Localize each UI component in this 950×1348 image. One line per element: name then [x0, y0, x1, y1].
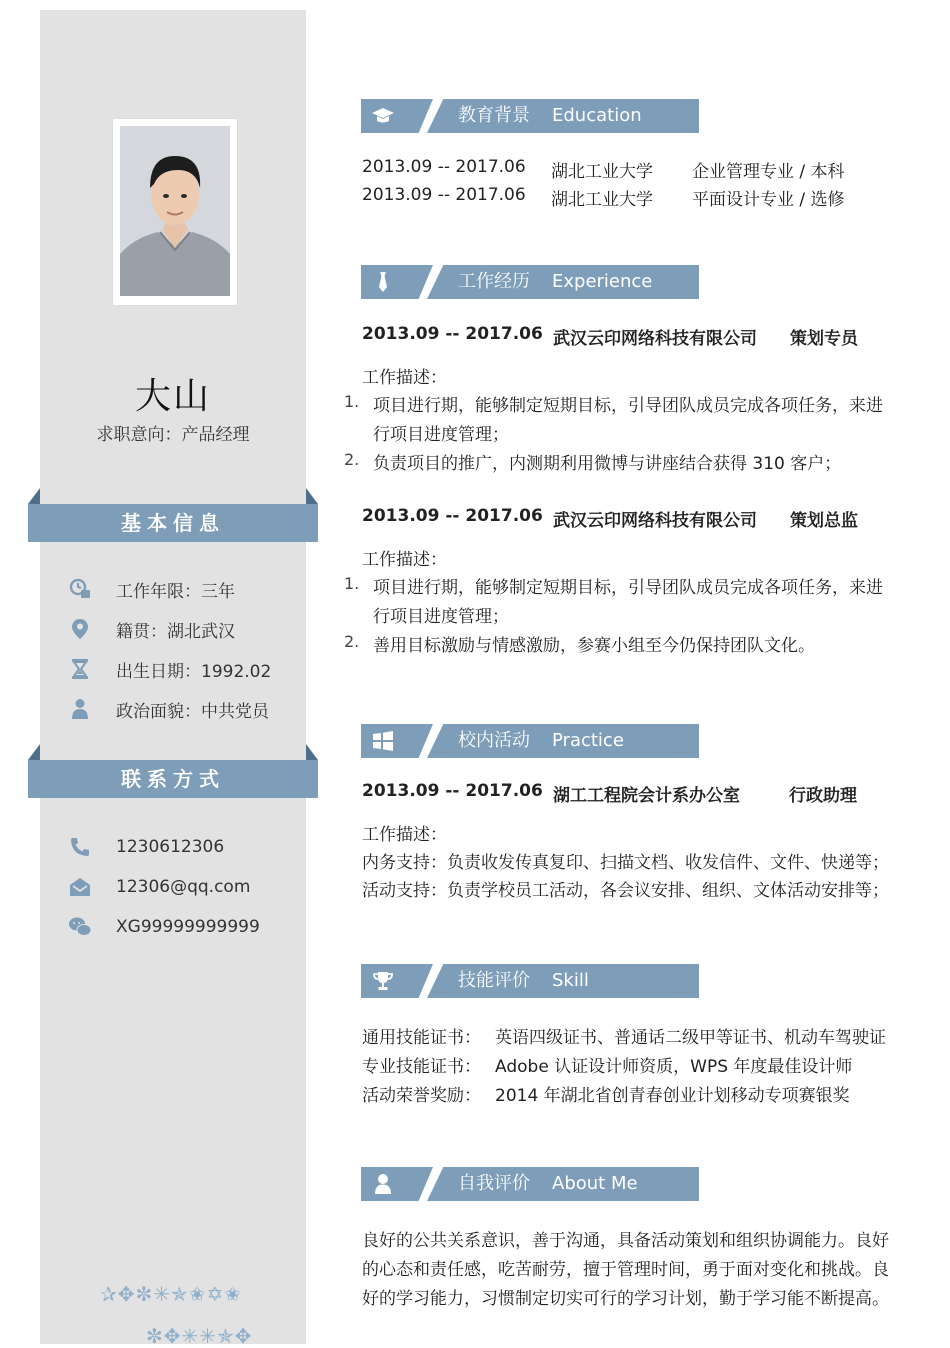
section-header-education: [361, 99, 699, 133]
contact-wechat: [68, 914, 260, 940]
profile-photo: [120, 126, 230, 296]
contact-wechat-text: XG99999999999: [116, 917, 260, 937]
about-line: 良好的公共关系意识，善于沟通，具备活动策划和组织协调能力。良好: [362, 1231, 889, 1251]
section-title-en: Education: [552, 105, 642, 126]
practice-period: 2013.09 -- 2017.06: [362, 781, 543, 801]
contact-phone: [68, 834, 224, 860]
practice-org: 湖工工程院会计系办公室: [553, 786, 740, 806]
basic-info-heading: 基本信息: [28, 504, 318, 542]
work-years-icon: [68, 577, 92, 601]
job-period: 2013.09 -- 2017.06: [362, 324, 543, 344]
list-number: 2.: [344, 450, 360, 469]
section-title-cn: 自我评价: [458, 1173, 530, 1194]
section-title-cn: 技能评价: [458, 970, 530, 991]
decorative-flourish-icon: ✼✥✳✳✯✥: [146, 1324, 253, 1348]
candidate-name: 大山: [134, 376, 211, 417]
info-hometown: [68, 616, 235, 642]
job-desc-item: 项目进行期，能够制定短期目标，引导团队成员完成各项任务，来进: [373, 396, 883, 416]
info-work-years-text: 工作年限：三年: [116, 581, 235, 602]
hourglass-icon: [68, 657, 92, 681]
section-title-cn: 校内活动: [458, 730, 530, 751]
info-birthdate: [68, 656, 271, 682]
practice-desc-line: 内务支持：负责收发传真复印、扫描文档、收发信件、文件、快递等；: [362, 853, 889, 873]
info-work-years: [68, 576, 235, 602]
windows-grid-icon: [371, 729, 395, 753]
job-desc-item-cont: 行项目进度管理；: [373, 607, 509, 627]
section-title-en: About Me: [552, 1173, 638, 1194]
education-school: 湖北工业大学: [551, 190, 653, 210]
section-title-en: Experience: [552, 271, 653, 292]
section-header-experience: [361, 265, 699, 299]
contact-heading: 联系方式: [28, 760, 318, 798]
skill-label: 活动荣誉奖励：: [362, 1086, 481, 1106]
skill-value: Adobe 认证设计师资质，WPS 年度最佳设计师: [495, 1057, 853, 1077]
list-number: 1.: [344, 574, 360, 593]
ribbon-fold-right: [306, 488, 318, 504]
info-birthdate-text: 出生日期：1992.02: [116, 661, 272, 682]
practice-role: 行政助理: [789, 786, 857, 806]
job-desc-label: 工作描述：: [362, 550, 447, 570]
skill-label: 通用技能证书：: [362, 1028, 481, 1048]
contact-email: [68, 874, 250, 900]
info-politics: [68, 696, 269, 722]
wechat-icon: [68, 915, 92, 939]
job-company: 武汉云印网络科技有限公司: [553, 329, 757, 349]
ribbon-fold-left: [28, 488, 40, 504]
job-period: 2013.09 -- 2017.06: [362, 506, 543, 526]
list-number: 2.: [344, 632, 360, 651]
section-title-en: Practice: [552, 730, 624, 751]
job-desc-label: 工作描述：: [362, 368, 447, 388]
job-desc-item-cont: 行项目进度管理；: [373, 425, 509, 445]
email-icon: [68, 875, 92, 899]
decorative-flourish-icon: ✰✥✼✳✯✬✡✬: [100, 1282, 243, 1306]
phone-icon: [68, 835, 92, 859]
education-school: 湖北工业大学: [551, 162, 653, 182]
list-number: 1.: [344, 392, 360, 411]
job-desc-item: 善用目标激励与情感激励，参赛小组至今仍保持团队文化。: [373, 636, 815, 656]
profile-photo-frame: [113, 119, 237, 305]
job-company: 武汉云印网络科技有限公司: [553, 511, 757, 531]
education-major: 平面设计专业 / 选修: [692, 190, 845, 210]
contact-phone-text: 1230612306: [116, 837, 225, 857]
section-header-about: [361, 1167, 699, 1201]
section-title-cn: 工作经历: [458, 271, 530, 292]
necktie-icon: [371, 270, 395, 294]
graduation-cap-icon: [371, 104, 395, 128]
about-line: 好的学习能力，习惯制定切实可行的学习计划，勤于学习能不断提高。: [362, 1289, 889, 1309]
practice-desc-line: 活动支持：负责学校员工活动，各会议安排、组织、文体活动安排等；: [362, 881, 889, 901]
section-title-en: Skill: [552, 970, 589, 991]
skill-value: 2014 年湖北省创青春创业计划移动专项赛银奖: [495, 1086, 850, 1106]
person-icon: [371, 1172, 395, 1196]
trophy-icon: [371, 969, 395, 993]
info-hometown-text: 籍贯：湖北武汉: [116, 621, 235, 642]
contact-email-text: 12306@qq.com: [116, 877, 251, 897]
section-header-practice: [361, 724, 699, 758]
section-title-cn: 教育背景: [458, 105, 530, 126]
ribbon-fold-right: [306, 744, 318, 760]
location-pin-icon: [68, 617, 92, 641]
section-header-skill: [361, 964, 699, 998]
job-desc-item: 项目进行期，能够制定短期目标，引导团队成员完成各项任务，来进: [373, 578, 883, 598]
job-desc-item: 负责项目的推广，内测期利用微博与讲座结合获得 310 客户；: [373, 454, 842, 474]
person-icon: [68, 697, 92, 721]
skill-value: 英语四级证书、普通话二级甲等证书、机动车驾驶证: [495, 1028, 886, 1048]
job-role: 策划专员: [790, 329, 858, 349]
education-period: 2013.09 -- 2017.06: [362, 157, 526, 177]
ribbon-fold-left: [28, 744, 40, 760]
education-period: 2013.09 -- 2017.06: [362, 185, 526, 205]
job-role: 策划总监: [790, 511, 858, 531]
education-major: 企业管理专业 / 本科: [692, 162, 845, 182]
skill-label: 专业技能证书：: [362, 1057, 481, 1077]
info-politics-text: 政治面貌：中共党员: [116, 701, 269, 722]
practice-desc-label: 工作描述：: [362, 825, 447, 845]
job-intent: 求职意向：产品经理: [96, 425, 250, 445]
about-line: 的心态和责任感，吃苦耐劳，擅于管理时间，勇于面对变化和挑战。良: [362, 1260, 889, 1280]
